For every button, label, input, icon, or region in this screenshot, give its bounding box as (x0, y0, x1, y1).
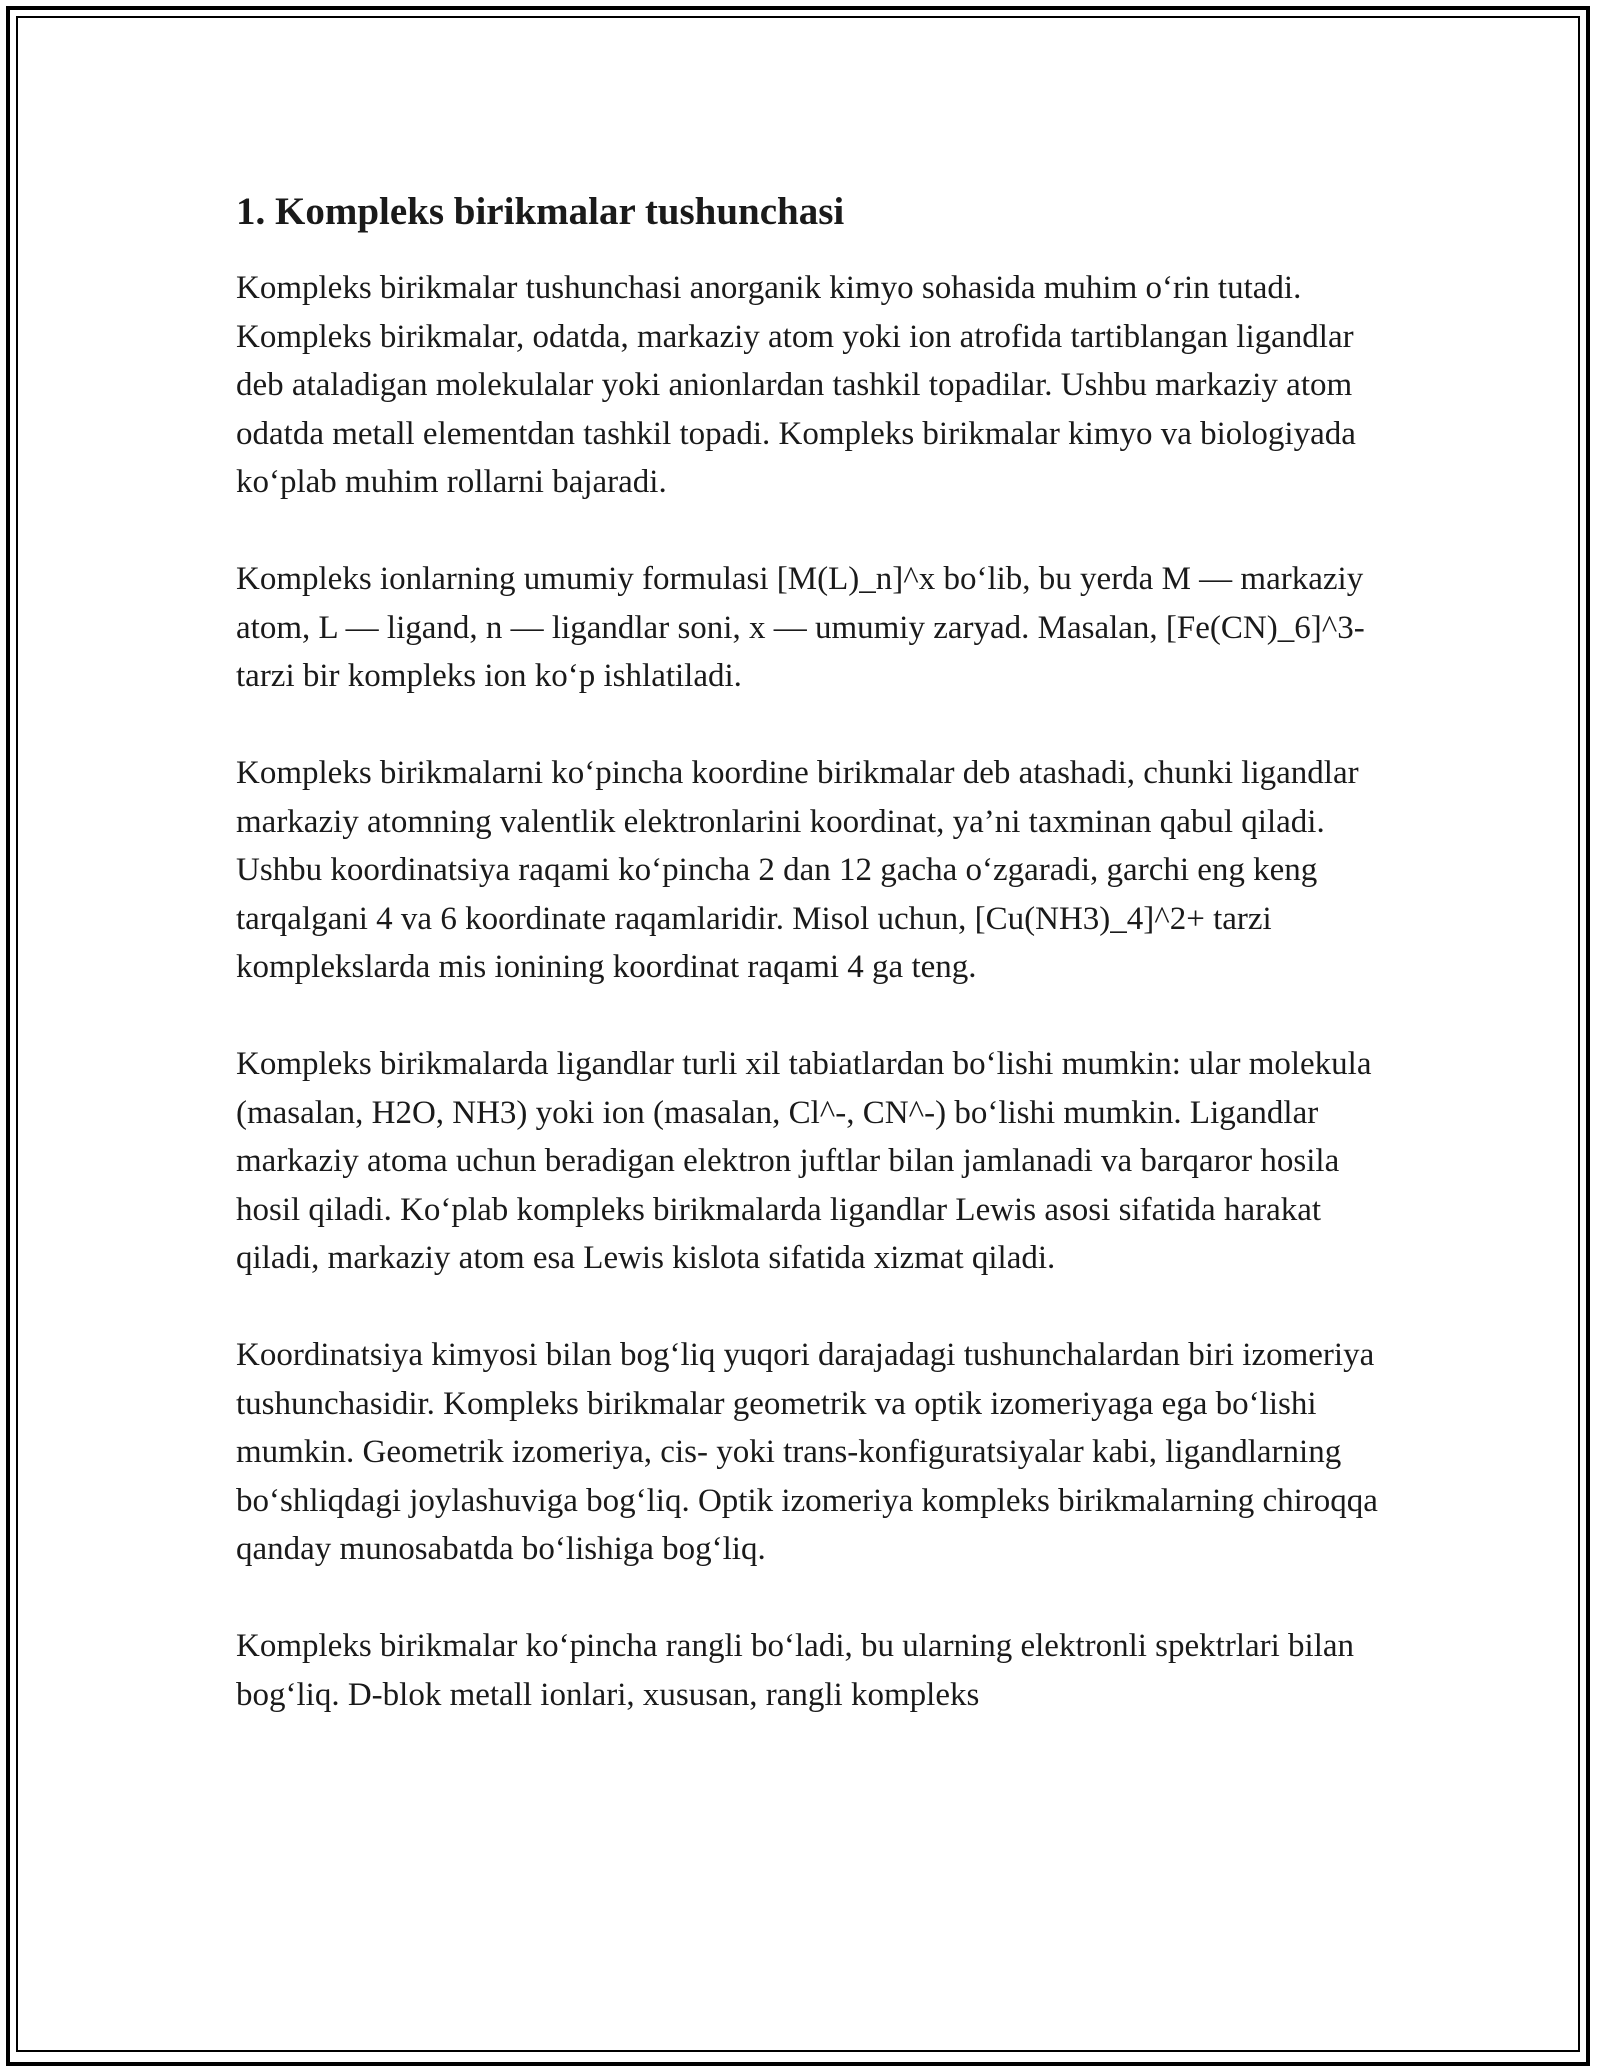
paragraph-3: Kompleks birikmalarni ko‘pincha koordine birikmalar deb atashadi, chunki ligandlar markaziy atomning valentlik elektronlarini koordinat, ya’ni taxminan qabul qiladi. Ushbu koordinatsiya raqami ko‘pincha 2 dan 12 gacha o‘zgaradi, garchi eng keng tarqalgani 4 va 6 koordinate raqamlaridir. Misol uchun, [Cu(NH3)_4]^2+ tarzi komplekslarda mis ionining koordinat raqami 4 ga teng. (236, 755, 1359, 985)
paragraph-6: Kompleks birikmalar ko‘pincha rangli bo‘ladi, bu ularning elektronli spektrlari bilan bog‘liq. D-blok metall ionlari, xususan, rangli kompleks (236, 1628, 1355, 1713)
paragraph-2: Kompleks ionlarning umumiy formulasi [M(L)_n]^x bo‘lib, bu yerda M — markaziy atom, L — ligand, n — ligandlar soni, x — umumiy zaryad. Masalan, [Fe(CN)_6]^3- tarzi bir kompleks ion ko‘p ishlatiladi. (236, 561, 1365, 694)
document-body (236, 188, 1386, 1768)
paragraph-4: Kompleks birikmalarda ligandlar turli xil tabiatlardan bo‘lishi mumkin: ular molekula (masalan, H2O, NH3) yoki ion (masalan, Cl^-, CN^-) bo‘lishi mumkin. Ligandlar markaziy atoma uchun beradigan elektron juftlar bilan jamlanadi va barqaror hosila hosil qiladi. Ko‘plab kompleks birikmalarda ligandlar Lewis asosi sifatida harakat qiladi, markaziy atom esa Lewis kislota sifatida xizmat qiladi. (236, 1046, 1372, 1276)
paragraph-5: Koordinatsiya kimyosi bilan bog‘liq yuqori darajadagi tushunchalardan biri izomeriya tushunchasidir. Kompleks birikmalar geometrik va optik izomeriyaga ega bo‘lishi mumkin. Geometrik izomeriya, cis- yoki trans-konfiguratsiyalar kabi, ligandlarning bo‘shliqdagi joylashuviga bog‘liq. Optik izomeriya kompleks birikmalarning chiroqqa qanday munosabatda bo‘lishiga bog‘liq. (236, 1337, 1378, 1567)
section-heading: 1. Kompleks birikmalar tushunchasi (236, 190, 845, 233)
paragraph-1: Kompleks birikmalar tushunchasi anorganik kimyo sohasida muhim o‘rin tutadi. Kompleks birikmalar, odatda, markaziy atom yoki ion atrofida tartiblangan ligandlar deb ataladigan molekulalar yoki anionlardan tashkil topadilar. Ushbu markaziy atom odatda metall elementdan tashkil topadi. Kompleks birikmalar kimyo va biologiyada ko‘plab muhim rollarni bajaradi. (236, 270, 1356, 500)
